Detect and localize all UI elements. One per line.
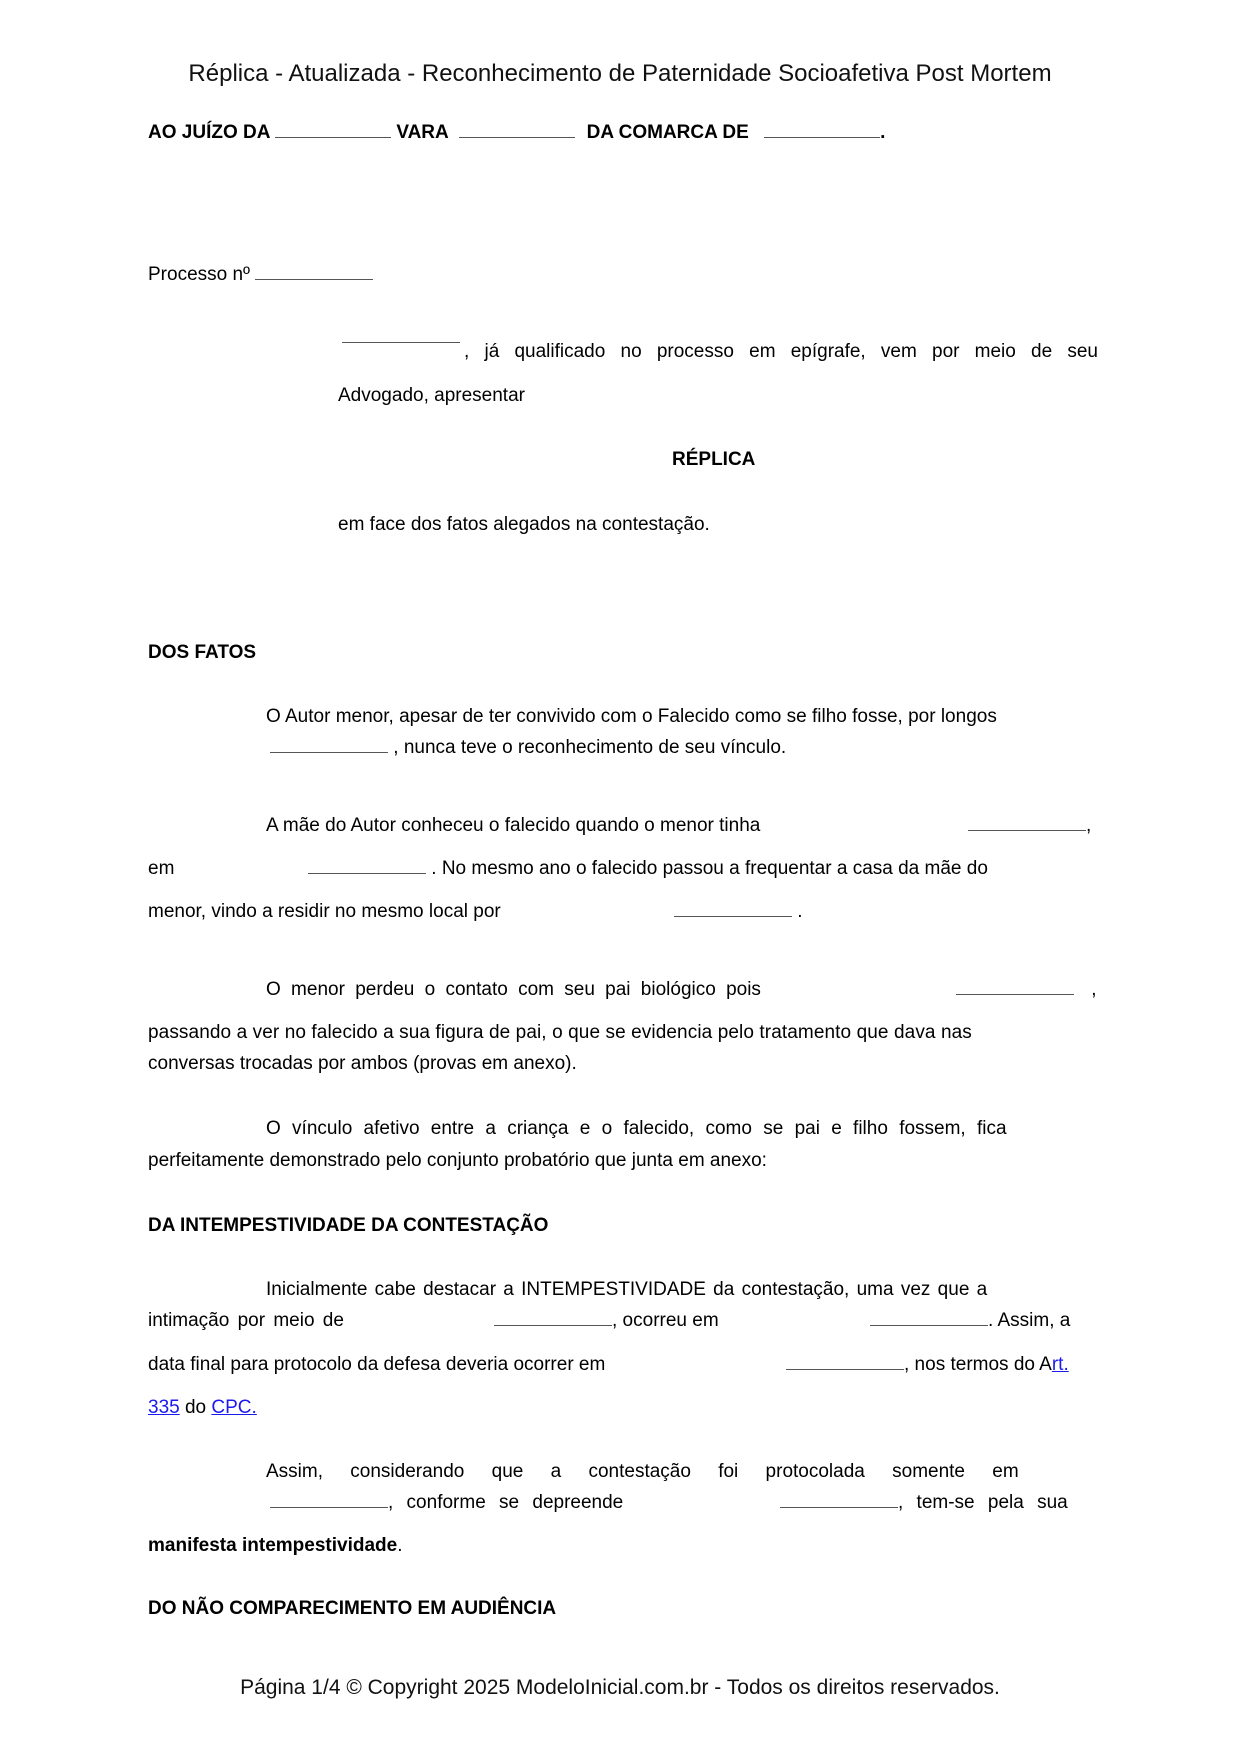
blank-year	[308, 872, 426, 874]
intemp-p1-line3-b	[786, 1354, 1069, 1376]
blank-period	[270, 751, 388, 753]
addressee-end: .	[880, 122, 886, 143]
intro-line1-text: , já qualificado no processo em epígrafe, vem por meio de seu	[464, 341, 1098, 362]
blank-reason	[956, 993, 1074, 995]
intro-line-2: Advogado, apresentar	[338, 385, 525, 406]
intemp-p1-line2-b	[494, 1310, 719, 1332]
fatos-p3-line1-blank	[956, 979, 1097, 1001]
fatos-p4-line2: perfeitamente demonstrado pelo conjunto probatório que junta em anexo:	[148, 1150, 767, 1171]
intemp-p1-line2-b-text: , ocorreu em	[612, 1310, 719, 1331]
processo-label: Processo nº	[148, 264, 250, 285]
intemp-p2-line2-b-text: , conforme se depreende	[388, 1492, 624, 1513]
blank-comarca	[764, 136, 880, 138]
intemp-p2-line2-c	[780, 1492, 1068, 1514]
intemp-p1-line3-b-text: , nos termos do A	[904, 1354, 1052, 1375]
section-heading-audiencia: DO NÃO COMPARECIMENTO EM AUDIÊNCIA	[148, 1598, 557, 1619]
intemp-p1-line4	[148, 1397, 257, 1419]
document-title-replica: RÉPLICA	[672, 449, 756, 470]
addressee-part3: DA COMARCA DE	[586, 122, 749, 143]
intro-line-1	[338, 341, 1098, 363]
fatos-p2-line3-end: .	[797, 901, 803, 922]
fatos-p3-line2: passando a ver no falecido a sua figura de pai, o que se evidencia pelo tratamento que dava nas	[148, 1022, 972, 1043]
page-footer: Página 1/4 © Copyright 2025 ModeloInicial.com.br - Todos os direitos reservados.	[240, 1676, 1000, 1699]
processo-line	[148, 264, 373, 286]
addressee-line	[148, 122, 885, 144]
intemp-p1-line2-c	[870, 1310, 1070, 1332]
fatos-p2-line3-b	[674, 901, 803, 923]
document-header-title: Réplica - Atualizada - Reconhecimento de Paternidade Socioafetiva Post Mortem	[188, 60, 1052, 87]
fatos-p3-comma: ,	[1091, 979, 1097, 1000]
blank-party-name	[342, 341, 460, 343]
blank-duration	[674, 915, 792, 917]
blank-intimacao-meio	[494, 1324, 612, 1326]
fatos-p1-line1: O Autor menor, apesar de ter convivido com o Falecido como se filho fosse, por longos	[266, 706, 997, 727]
blank-final-date	[786, 1368, 904, 1370]
intemp-p2-line3-end: .	[397, 1535, 403, 1556]
addressee-part2: VARA	[396, 122, 449, 143]
blank-protocol-date	[270, 1506, 388, 1508]
fatos-p1-line2	[270, 737, 786, 759]
fatos-p2-line1: A mãe do Autor conheceu o falecido quando o menor tinha	[266, 815, 761, 836]
addressee-part1: AO JUÍZO DA	[148, 122, 270, 143]
fatos-p2-line3-a: menor, vindo a residir no mesmo local por	[148, 901, 501, 922]
intemp-p1-line2-c-text: . Assim, a	[988, 1310, 1071, 1331]
fatos-p2-line2-text: . No mesmo ano o falecido passou a frequentar a casa da mãe do	[431, 858, 988, 879]
fatos-p3-line1: O menor perdeu o contato com seu pai biológico pois	[266, 979, 761, 1000]
blank-vara-name	[459, 136, 575, 138]
blank-intimacao-date	[870, 1324, 988, 1326]
intemp-p1-line2-a: intimação por meio de	[148, 1310, 344, 1331]
intemp-p2-line2-c-text: , tem-se pela sua	[898, 1492, 1068, 1513]
fatos-p2-line2-b	[308, 858, 988, 880]
intemp-p2-line1: Assim, considerando que a contestação foi protocolada somente em	[266, 1461, 1019, 1482]
link-cpc[interactable]: CPC.	[211, 1397, 257, 1418]
fatos-p2-line1-blank	[968, 815, 1091, 837]
intro-line-3: em face dos fatos alegados na contestação.	[338, 514, 710, 535]
fatos-p3-line3: conversas trocadas por ambos (provas em anexo).	[148, 1053, 577, 1074]
blank-age	[968, 829, 1086, 831]
intemp-p1-line1: Inicialmente cabe destacar a INTEMPESTIVIDADE da contestação, uma vez que a	[266, 1279, 988, 1300]
blank-processo-number	[255, 278, 373, 280]
fatos-p1-line2-text: , nunca teve o reconhecimento de seu vínculo.	[393, 737, 787, 758]
fatos-p2-comma: ,	[1086, 815, 1092, 836]
fatos-p2-line2-a: em	[148, 858, 175, 879]
intemp-p1-line3-a: data final para protocolo da defesa deveria ocorrer em	[148, 1354, 606, 1375]
blank-vara-number	[275, 136, 391, 138]
link-art-335-part2[interactable]: 335	[148, 1397, 180, 1418]
fatos-p4-line1: O vínculo afetivo entre a criança e o falecido, como se pai e filho fossem, fica	[266, 1118, 1007, 1139]
section-heading-fatos: DOS FATOS	[148, 642, 257, 663]
intemp-p2-line2-a	[270, 1492, 623, 1514]
manifesta-intempestividade: manifesta intempestividade	[148, 1535, 398, 1556]
section-heading-intempestividade: DA INTEMPESTIVIDADE DA CONTESTAÇÃO	[148, 1215, 549, 1236]
link-art-335-part1[interactable]: rt.	[1051, 1354, 1069, 1375]
intemp-p2-line3	[148, 1535, 402, 1557]
intemp-p1-line4-mid: do	[184, 1397, 207, 1418]
blank-source	[780, 1506, 898, 1508]
